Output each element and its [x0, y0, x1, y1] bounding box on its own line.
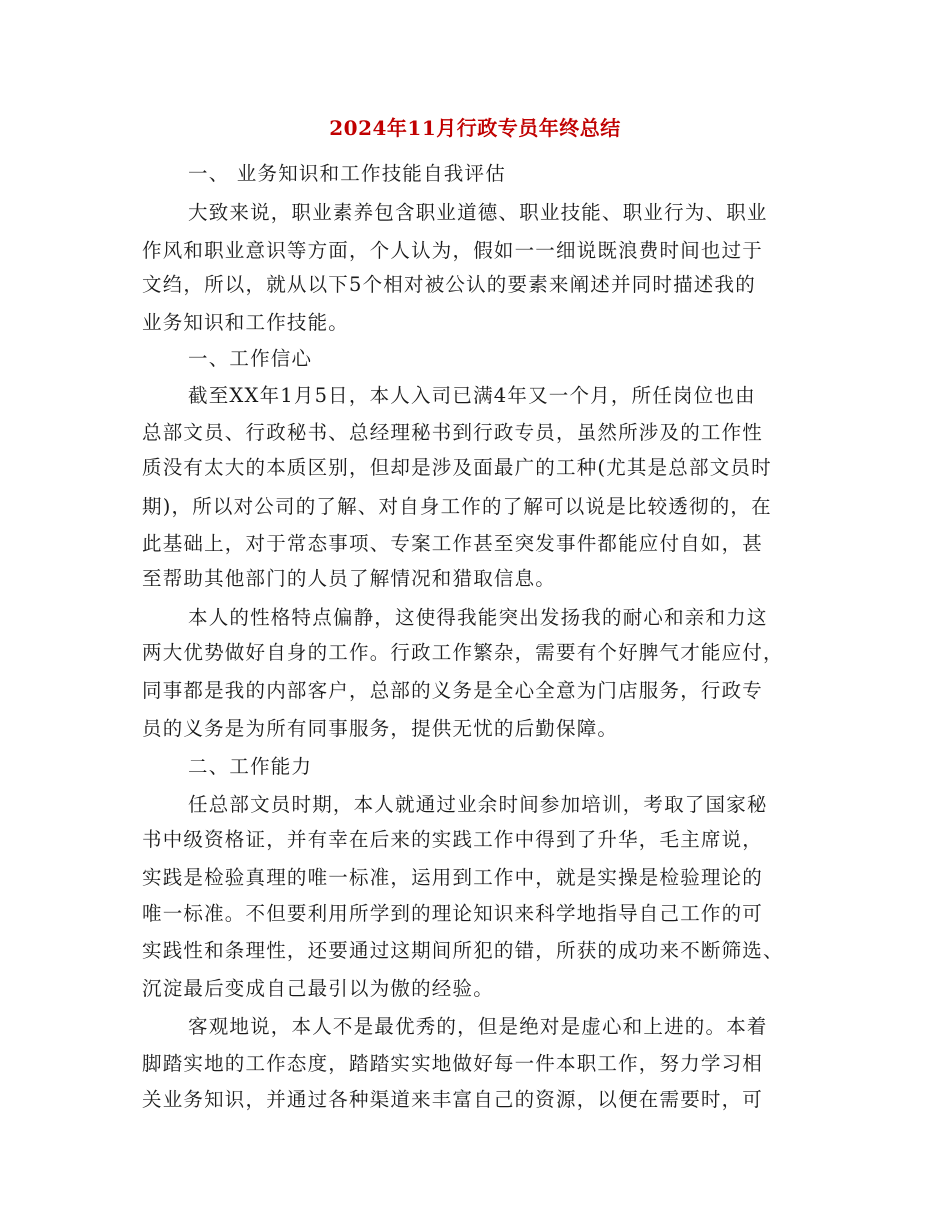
paragraph-line: 本人的性格特点偏静，这使得我能突出发扬我的耐心和亲和力这 — [188, 606, 768, 629]
paragraph-line: 任总部文员时期，本人就通过业余时间参加培训，考取了国家秘 — [188, 793, 768, 816]
paragraph-line: 大致来说，职业素养包含职业道德、职业技能、职业行为、职业 — [188, 201, 768, 224]
section-heading: 一、工作信心 — [188, 347, 313, 370]
section-heading: 二、工作能力 — [188, 755, 313, 778]
paragraph-line: 业务知识和工作技能。 — [142, 311, 350, 334]
paragraph-line: 此基础上，对于常态事项、专案工作甚至突发事件都能应付自如，甚 — [142, 532, 764, 555]
paragraph-line: 两大优势做好自身的工作。行政工作繁杂，需要有个好脾气才能应付， — [142, 641, 784, 664]
paragraph-line: 唯一标准。不但要利用所学到的理论知识来科学地指导自己工作的可 — [142, 902, 764, 925]
paragraph-line: 至帮助其他部门的人员了解情况和猎取信息。 — [142, 567, 557, 590]
paragraph-line: 实践性和条理性，还要通过这期间所犯的错，所获的成功来不断筛选、 — [142, 939, 784, 962]
section-heading: 一、 业务知识和工作技能自我评估 — [188, 162, 506, 185]
paragraph-line: 期)，所以对公司的了解、对自身工作的了解可以说是比较透彻的，在 — [142, 495, 772, 518]
document-title: 2024年11月行政专员年终总结 — [329, 116, 621, 140]
paragraph-line: 总部文员、行政秘书、总经理秘书到行政专员，虽然所涉及的工作性 — [142, 421, 764, 444]
paragraph-line: 实践是检验真理的唯一标准，运用到工作中，就是实操是检验理论的 — [142, 866, 764, 889]
paragraph-line: 同事都是我的内部客户，总部的义务是全心全意为门店服务，行政专 — [142, 679, 764, 702]
paragraph-line: 书中级资格证，并有幸在后来的实践工作中得到了升华，毛主席说， — [142, 828, 764, 851]
paragraph-line: 员的义务是为所有同事服务，提供无忧的后勤保障。 — [142, 717, 619, 740]
paragraph-line: 沉淀最后变成自己最引以为傲的经验。 — [142, 977, 494, 1000]
paragraph-line: 截至XX年1月5日，本人入司已满4年又一个月，所任岗位也由 — [188, 384, 756, 407]
paragraph-line: 客观地说，本人不是最优秀的，但是绝对是虚心和上进的。本着 — [188, 1015, 768, 1038]
paragraph-line: 文绉，所以，就从以下5个相对被公认的要素来阐述并同时描述我的 — [142, 273, 756, 296]
paragraph-line: 关业务知识，并通过各种渠道来丰富自己的资源，以便在需要时，可 — [142, 1088, 764, 1111]
paragraph-line: 脚踏实地的工作态度，踏踏实实地做好每一件本职工作，努力学习相 — [142, 1052, 764, 1075]
paragraph-line: 质没有太大的本质区别，但却是涉及面最广的工种(尤其是总部文员时 — [142, 456, 772, 479]
paragraph-line: 作风和职业意识等方面，个人认为，假如一一细说既浪费时间也过于 — [142, 239, 764, 262]
